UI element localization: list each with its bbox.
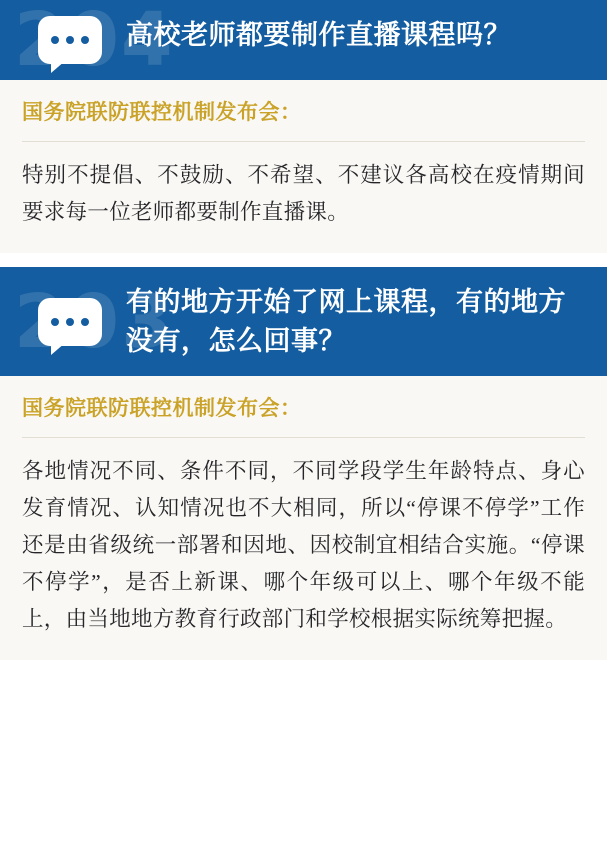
bubble-dot	[51, 318, 59, 326]
qa-card-header	[0, 267, 607, 376]
question-title: 高校老师都要制作直播课程吗？	[126, 20, 511, 50]
bubble-dot	[66, 318, 74, 326]
bubble-dot	[81, 36, 89, 44]
qa-card-body	[0, 376, 607, 660]
qa-card	[0, 267, 607, 660]
speech-bubble-icon	[14, 14, 126, 64]
answer-text: 各地情况不同、条件不同，不同学段学生年龄特点、身心发育情况、认知情况也不大相同，所以“停课不停学”工作还是由省级统一部署和因地、因校制宜相结合实施。“停课不停学”，是否上新课、哪个年级可以上、哪个年级不能上，由当地地方教育行政部门和学校根据实际统筹把握。	[22, 459, 585, 632]
qa-card	[0, 0, 607, 253]
question-title: 有的地方开始了网上课程，有的地方没有，怎么回事？	[126, 287, 566, 356]
speech-bubble-shape	[38, 16, 102, 64]
qa-card-header	[0, 0, 607, 80]
bubble-dot	[66, 36, 74, 44]
bubble-dot	[81, 318, 89, 326]
speech-bubble-shape	[38, 298, 102, 346]
qa-card-body	[0, 80, 607, 253]
answer-source: 国务院联防联控机制发布会：	[22, 98, 585, 142]
answer-text: 特别不提倡、不鼓励、不希望、不建议各高校在疫情期间要求每一位老师都要制作直播课。	[22, 163, 585, 225]
bubble-dot	[51, 36, 59, 44]
speech-bubble-icon	[14, 296, 126, 346]
answer-source: 国务院联防联控机制发布会：	[22, 394, 585, 438]
